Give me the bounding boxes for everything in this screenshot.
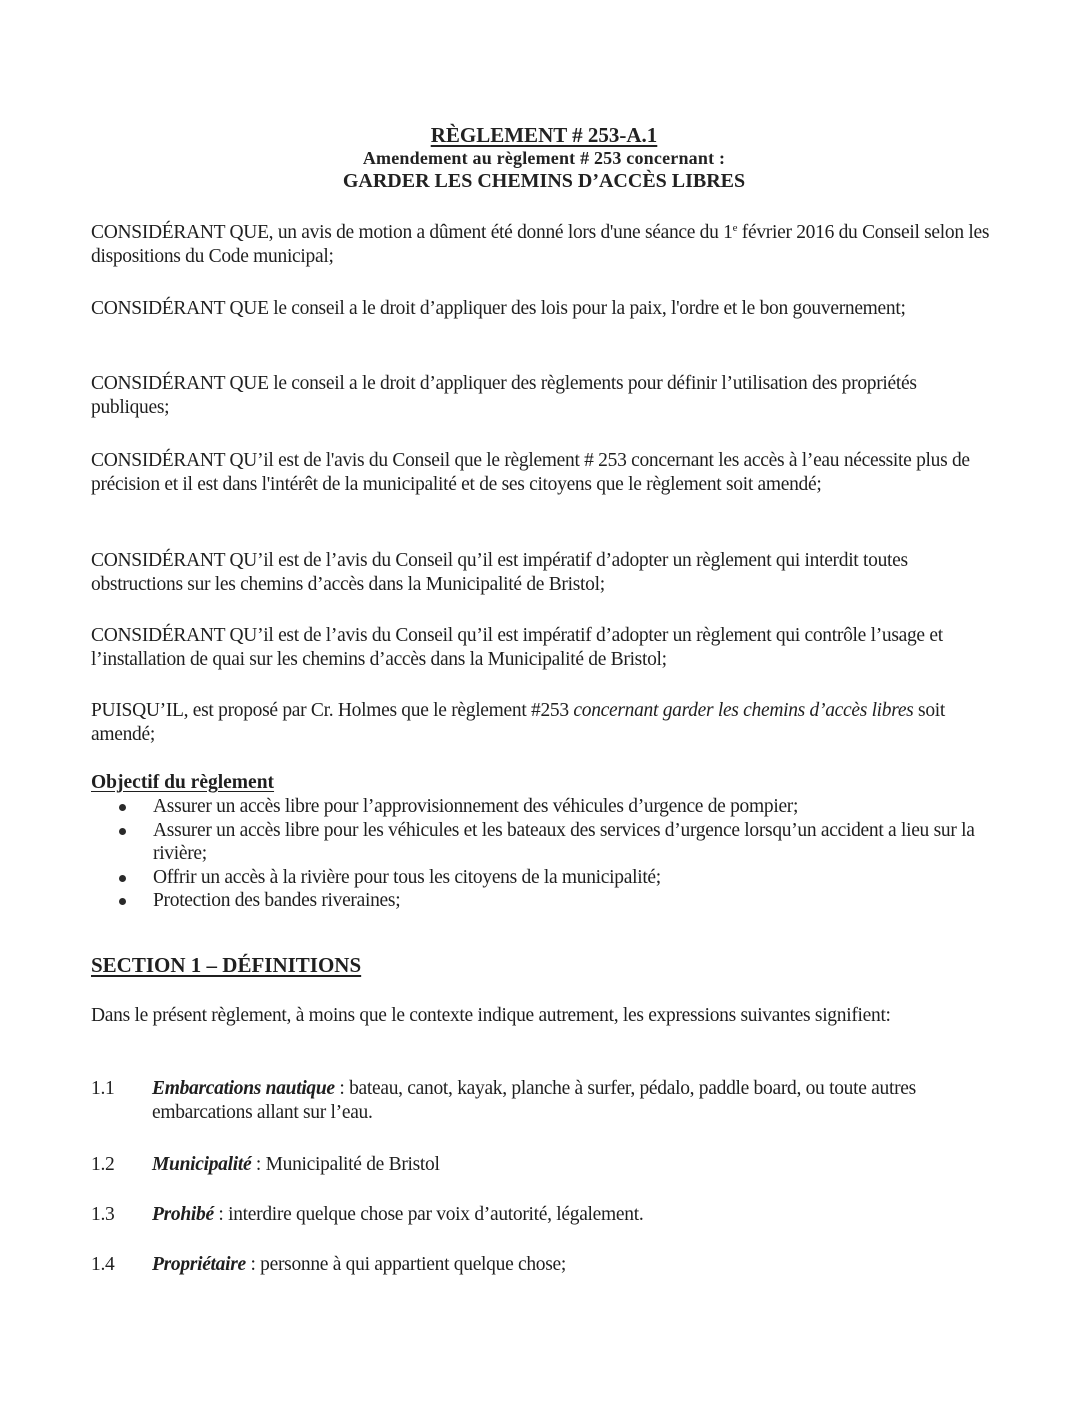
considerant-4: CONSIDÉRANT QU’il est de l'avis du Conseil que le règlement # 253 concernant les accès à l’eau nécessite plus de précision et il est dans l'intérêt de la municipalité et de ses citoyens que le règlement soit amendé; xyxy=(91,450,970,495)
list-item: Offrir un accès à la rivière pour tous les citoyens de la municipalité; xyxy=(91,866,991,890)
definition-number: 1.2 xyxy=(91,1154,115,1175)
considerant-5: CONSIDÉRANT QU’il est de l’avis du Conseil qu’il est impératif d’adopter un règlement qui interdit toutes obstructions sur les chemins d’accès dans la Municipalité de Bristol; xyxy=(91,550,908,595)
definition-term: Embarcations nautique xyxy=(152,1078,335,1099)
bylaw-title: RÈGLEMENT # 253-A.1 xyxy=(430,123,658,147)
section-1-heading: SECTION 1 – DÉFINITIONS xyxy=(91,953,362,977)
bullet-icon xyxy=(119,875,126,882)
definition-text: Municipalité de Bristol xyxy=(265,1154,440,1175)
considerant-2: CONSIDÉRANT QUE le conseil a le droit d’appliquer des lois pour la paix, l'ordre et le bon gouvernement; xyxy=(91,298,906,319)
considerant-1: CONSIDÉRANT QUE, un avis de motion a dûment été donné lors d'une séance du 1e février 2016 du Conseil selon les dispositions du Code municipal; xyxy=(91,222,990,267)
bullet-icon xyxy=(119,898,126,905)
bylaw-subject: GARDER LES CHEMINS D’ACCÈS LIBRES xyxy=(342,170,746,192)
definition-item: 1.1 Embarcations nautique : bateau, canot, kayak, planche à surfer, pédalo, paddle board, ou toute autres embarcations allant sur l’eau. xyxy=(91,1078,916,1123)
bylaw-name-italic: concernant garder les chemins d’accès libres xyxy=(573,700,914,721)
definition-term: Municipalité xyxy=(152,1154,252,1175)
considerant-6: CONSIDÉRANT QU’il est de l’avis du Conseil qu’il est impératif d’adopter un règlement qui contrôle l’usage et l’installation de quai sur les chemins d’accès dans la Municipalité de Bristol; xyxy=(91,625,943,670)
definitions-intro: Dans le présent règlement, à moins que le contexte indique autrement, les expressions suivantes signifient: xyxy=(91,1005,891,1026)
definition-term: Prohibé xyxy=(152,1204,214,1225)
definition-item: 1.4 Propriétaire : personne à qui appartient quelque chose; xyxy=(91,1254,567,1275)
definition-number: 1.4 xyxy=(91,1254,115,1275)
objectif-list xyxy=(91,795,991,913)
considerant-3: CONSIDÉRANT QUE le conseil a le droit d’appliquer des règlements pour définir l’utilisation des propriétés publiques; xyxy=(91,373,917,418)
definition-item: 1.3 Prohibé : interdire quelque chose par voix d’autorité, légalement. xyxy=(91,1204,644,1225)
definition-text: interdire quelque chose par voix d’autorité, légalement. xyxy=(228,1204,644,1225)
list-item: Assurer un accès libre pour l’approvisionnement des véhicules d’urgence de pompier; xyxy=(91,795,991,819)
objectif-heading: Objectif du règlement xyxy=(91,772,275,793)
bullet-icon xyxy=(119,804,126,811)
definition-item: 1.2 Municipalité : Municipalité de Bristol xyxy=(91,1154,440,1175)
puisquil-paragraph: PUISQU’IL, est proposé par Cr. Holmes que le règlement #253 concernant garder les chemins d’accès libres soit amendé; xyxy=(91,700,946,745)
definition-text: bateau, canot, kayak, planche à surfer, pédalo, paddle board, ou toute autres embarcations allant sur l’eau. xyxy=(152,1078,916,1123)
list-item: Assurer un accès libre pour les véhicules et les bateaux des services d’urgence lorsqu’un accident a lieu sur la rivière; xyxy=(91,819,991,866)
list-item: Protection des bandes riveraines; xyxy=(91,889,991,913)
definition-term: Propriétaire xyxy=(152,1254,246,1275)
definition-text: personne à qui appartient quelque chose; xyxy=(260,1254,567,1275)
definition-number: 1.3 xyxy=(91,1204,115,1225)
bylaw-subtitle: Amendement au règlement # 253 concernant : xyxy=(362,148,726,168)
definition-number: 1.1 xyxy=(91,1078,115,1099)
bullet-icon xyxy=(119,828,126,835)
